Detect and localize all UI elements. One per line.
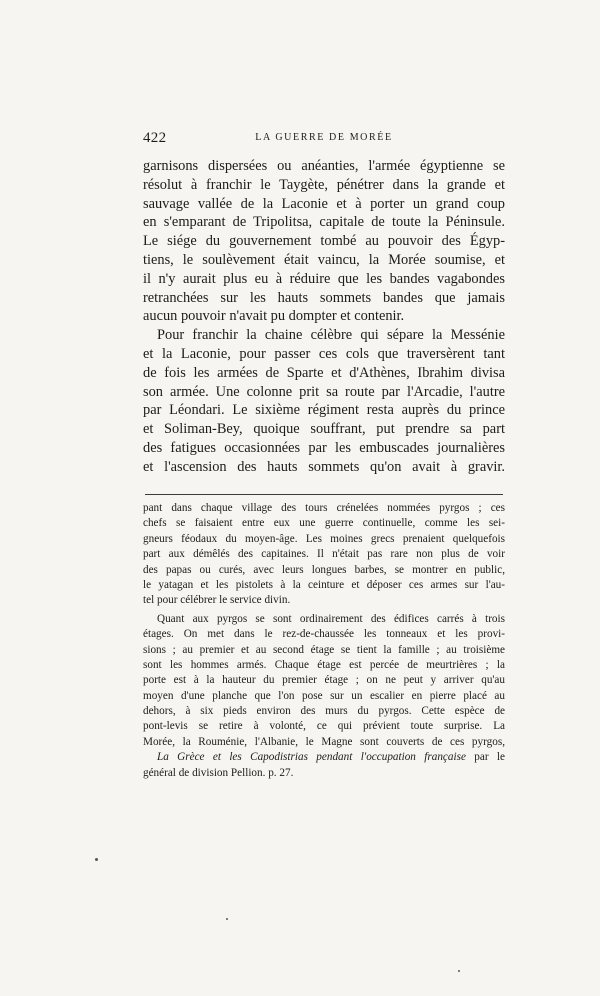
text-line: Le siége du gouvernement tombé au pouvoir des Égyp-: [143, 233, 505, 250]
source-rest: par le: [465, 751, 505, 764]
text-line: aucun pouvoir n'avait pu dompter et contenir.: [143, 308, 405, 325]
footnote-line: pant dans chaque village des tours crénelées nommées pyrgos ; ces: [143, 502, 505, 514]
text-line: et la Laconie, pour passer ces cols que traversèrent tant: [143, 345, 505, 362]
text-line: son armée. Une colonne prit sa route par l'Arcadie, l'autre: [143, 383, 505, 400]
running-title: LA GUERRE DE MORÉE: [255, 132, 393, 143]
main-text: [143, 157, 505, 477]
footnote-line: chefs se faisaient entre eux une guerre continuelle, comme les sei-: [143, 517, 505, 530]
footnote-source-line: [143, 750, 505, 765]
text-line: et Soliman-Bey, quoique souffrant, put prendre sa part: [143, 421, 505, 438]
source-title: La Grèce et les Capodistrias pendant l'occupation française: [157, 751, 466, 764]
footnote-line: porte est à la hauteur du premier étage ; on ne peut y arriver qu'au: [143, 674, 505, 687]
text-line: sauvage vallée de la Laconie et à porter un grand coup: [143, 195, 505, 212]
text-line: tiens, le soulèvement était vaincu, la Morée soumise, et: [143, 251, 505, 268]
footnote-line: dehors, à six pieds environ des murs du pyrgos. Cette espèce de: [143, 705, 505, 718]
text-line: en s'emparant de Tripolitsa, capitale de toute la Péninsule.: [143, 214, 505, 231]
page-number: 422: [143, 130, 167, 146]
footnote-line: part aux démêlés des capitaines. Il n'était pas rare non plus de voir: [143, 548, 505, 561]
text-line: garnisons dispersées ou anéanties, l'armée égyptienne se: [143, 158, 505, 174]
footnote-line: gneurs féodaux du moyen-âge. Les moines grecs prenaient quelquefois: [143, 532, 505, 545]
footnote-divider: [145, 494, 503, 495]
page-header: [143, 130, 505, 148]
scan-speck: [458, 970, 460, 972]
footnote-line: des papas ou curés, avec leurs longues barbes, se montrer en public,: [143, 563, 505, 576]
footnote-line: général de division Pellion. p. 27.: [143, 766, 294, 779]
text-line: par Léondari. Le sixième régiment resta auprès du prince: [143, 402, 505, 419]
text-line: de fois les armées de Sparte et d'Athènes, Ibrahim divisa: [143, 364, 505, 381]
text-line: des fatigues occasionnées par les embuscades journalières: [143, 439, 505, 456]
footnotes: [143, 501, 505, 781]
footnote-line: étages. On met dans le rez-de-chaussée les tonneaux et les provi-: [143, 628, 505, 641]
footnote-line: Morée, la Rouménie, l'Albanie, le Magne sont couverts de ces pyrgos,: [143, 735, 505, 748]
footnote-line: le yatagan et les pistolets à la ceinture et déposer ces armes sur l'au-: [143, 578, 505, 591]
footnote-line: moyen d'une planche que l'on pose sur un escalier en pierre placé au: [143, 689, 505, 702]
scan-speck: [95, 858, 98, 861]
text-line: il n'y aurait plus eu à réduire que les bandes vagabondes: [143, 270, 505, 287]
footnote-line: sions ; au premier et au second étage se tient la famille ; au troisième: [143, 643, 505, 656]
footnote-line: pont-levis se retire à volonté, ce qui prévient toute surprise. La: [143, 720, 505, 733]
text-line: résolut à franchir le Taygète, pénétrer dans la grande et: [143, 176, 505, 193]
text-line: Pour franchir la chaine célèbre qui sépare la Messénie: [157, 327, 505, 344]
footnote-line: tel pour célébrer le service divin.: [143, 594, 291, 607]
scan-speck: [226, 918, 228, 920]
footnote-line: sont les hommes armés. Chaque étage est percée de meurtrières ; la: [143, 658, 505, 671]
text-line: et l'ascension des hauts sommets qu'on avait à gravir.: [143, 458, 505, 475]
text-line: retranchées sur les hauts sommets bandes que jamais: [143, 289, 505, 306]
footnote-line: Quant aux pyrgos se sont ordinairement des édifices carrés à trois: [157, 612, 505, 625]
